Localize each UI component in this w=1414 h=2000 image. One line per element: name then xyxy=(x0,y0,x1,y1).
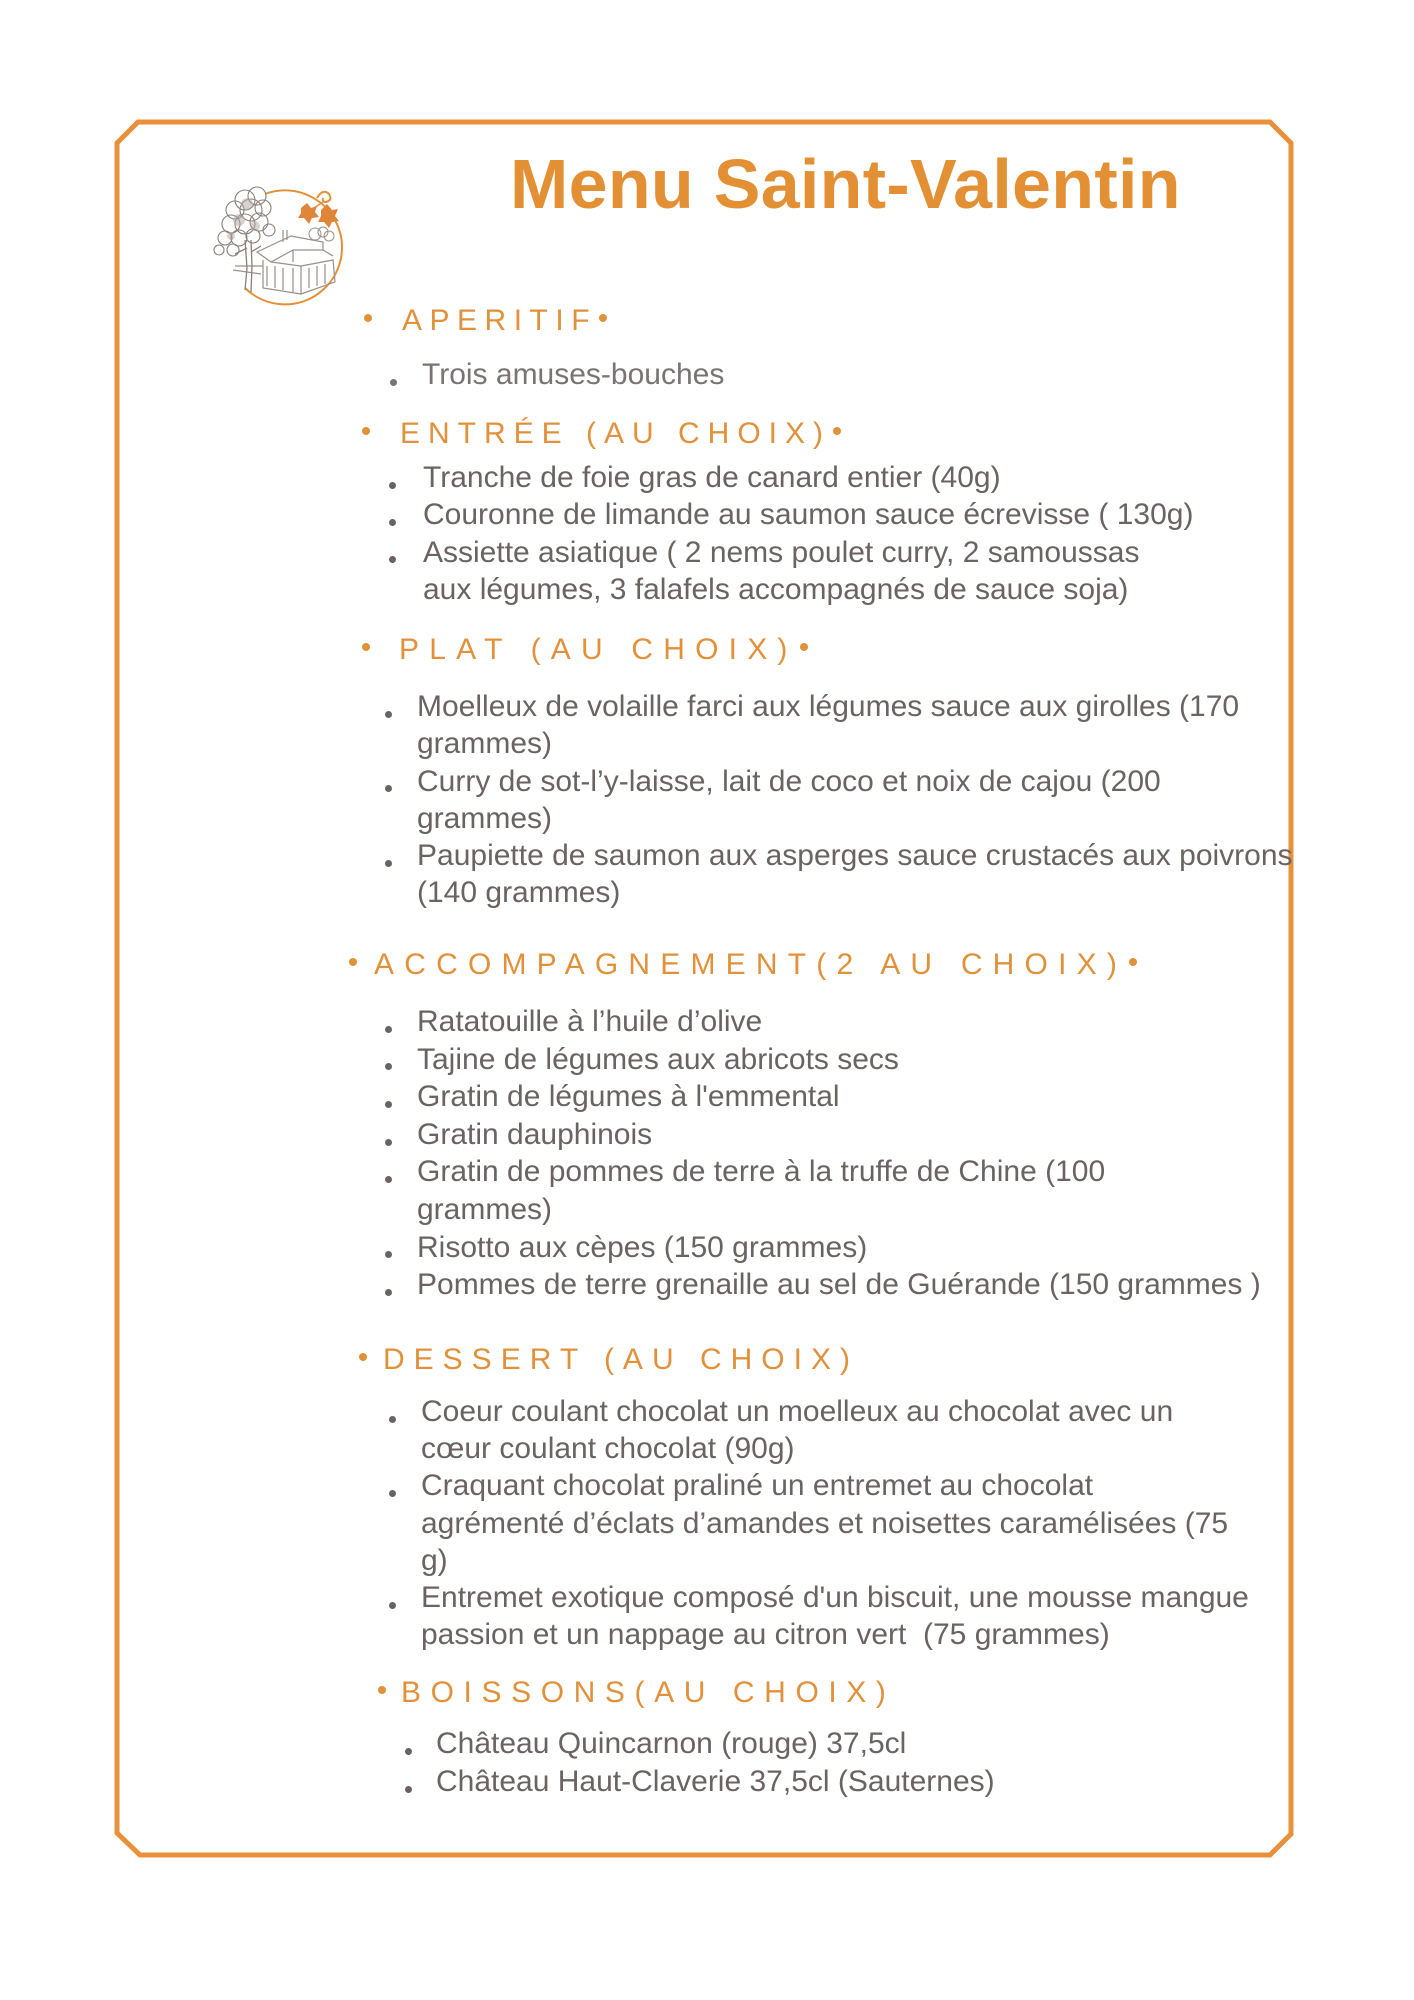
bullet-icon xyxy=(405,1748,412,1755)
bullet-icon xyxy=(362,643,370,651)
menu-item xyxy=(421,1467,1249,1579)
bullet-icon xyxy=(385,1139,392,1146)
section-title: BOISSONS(AU CHOIX) xyxy=(401,1676,896,1709)
menu-item-line: g) xyxy=(421,1543,448,1577)
menu-item-line: Château Quincarnon (rouge) 37,5cl xyxy=(436,1727,907,1760)
menu-item-line: Paupiette de saumon aux asperges sauce crustacés aux poivrons xyxy=(417,839,1293,873)
menu-item-line: Trois amuses-bouches xyxy=(422,358,725,391)
menu-item xyxy=(417,688,1293,763)
section-items-aperitif xyxy=(422,356,724,393)
bullet-icon xyxy=(385,1026,392,1033)
menu-item-line: Risotto aux cèpes (150 grammes) xyxy=(417,1230,868,1264)
menu-item xyxy=(417,1153,1261,1228)
bullet-icon xyxy=(385,1289,392,1296)
menu-item xyxy=(417,1116,1261,1154)
menu-item xyxy=(423,534,1193,609)
bullet-icon xyxy=(362,427,370,435)
section-heading-boissons xyxy=(378,1678,896,1708)
menu-item-line: Entremet exotique composé d'un biscuit, une mousse mangue xyxy=(421,1581,1249,1615)
section-items-plat xyxy=(417,688,1293,912)
menu-item-line: grammes) xyxy=(417,1192,553,1226)
bullet-icon xyxy=(385,1101,392,1108)
menu-item xyxy=(417,1266,1261,1304)
bullet-icon xyxy=(389,1602,396,1609)
house-tree-vine-logo-icon xyxy=(205,170,365,310)
menu-item-line: Pommes de terre grenaille au sel de Guérande (150 grammes ) xyxy=(417,1268,1261,1302)
section-items-boissons xyxy=(436,1725,995,1801)
bullet-icon xyxy=(389,482,396,489)
menu-item xyxy=(417,1078,1261,1116)
section-title: ENTRÉE (AU CHOIX) xyxy=(400,417,832,450)
bullet-icon xyxy=(385,711,392,718)
menu-item-line: Tajine de légumes aux abricots secs xyxy=(417,1042,899,1076)
bullet-icon xyxy=(1129,958,1137,966)
bullet-icon xyxy=(359,1353,367,1361)
menu-item-line: grammes) xyxy=(417,727,553,761)
menu-item xyxy=(421,1393,1249,1467)
section-heading-entree xyxy=(362,419,841,449)
menu-item-line: cœur coulant chocolat (90g) xyxy=(421,1432,795,1466)
section-title: ACCOMPAGNEMENT(2 AU CHOIX) xyxy=(374,948,1128,981)
menu-item-line: Curry de sot-l’y-laisse, lait de coco et noix de cajou (200 xyxy=(417,764,1161,798)
menu-item xyxy=(423,459,1193,496)
menu-item-line: Gratin de pommes de terre à la truffe de Chine (100 xyxy=(417,1155,1106,1189)
section-heading-dessert xyxy=(359,1345,859,1375)
menu-item xyxy=(417,1003,1261,1041)
menu-item-line: Coeur coulant chocolat un moelleux au chocolat avec un xyxy=(421,1395,1174,1428)
menu-item-line: Tranche de foie gras de canard entier (40g) xyxy=(423,461,1001,494)
bullet-icon xyxy=(389,1490,396,1497)
menu-item-line: Ratatouille à l’huile d’olive xyxy=(417,1005,763,1038)
menu-item-line: passion et un nappage au citron vert (75 grammes) xyxy=(421,1618,1110,1652)
menu-item-line: Assiette asiatique ( 2 nems poulet curry, 2 samoussas xyxy=(423,535,1140,569)
bullet-icon xyxy=(364,314,372,322)
menu-item xyxy=(417,837,1293,912)
menu-item xyxy=(436,1725,995,1763)
menu-item xyxy=(417,1229,1261,1267)
bullet-icon xyxy=(390,379,397,386)
menu-item-line: aux légumes, 3 falafels accompagnés de sauce soja) xyxy=(423,572,1129,606)
menu-item xyxy=(417,763,1293,838)
menu-item-line: (140 grammes) xyxy=(417,876,621,910)
bullet-icon xyxy=(599,314,607,322)
section-heading-aperitif xyxy=(364,306,607,336)
menu-item xyxy=(421,1579,1249,1653)
menu-item-line: Couronne de limande au saumon sauce écrevisse ( 130g) xyxy=(423,498,1194,532)
bullet-icon xyxy=(800,643,808,651)
bullet-icon xyxy=(378,1686,386,1694)
section-heading-accompagnement xyxy=(349,950,1137,980)
menu-item-line: Gratin dauphinois xyxy=(417,1117,653,1151)
menu-item-line: grammes) xyxy=(417,801,553,835)
bullet-icon xyxy=(389,1416,396,1423)
section-title: PLAT (AU CHOIX) xyxy=(399,633,798,666)
menu-item-line: Moelleux de volaille farci aux légumes sauce aux girolles (170 xyxy=(417,690,1240,723)
menu-item-line: Craquant chocolat praliné un entremet au chocolat xyxy=(421,1469,1094,1503)
bullet-icon xyxy=(385,860,392,867)
section-title: APERITIF xyxy=(402,304,598,337)
section-items-accompagnement xyxy=(417,1003,1261,1304)
bullet-icon xyxy=(405,1786,412,1793)
menu-item xyxy=(436,1763,995,1801)
menu-item xyxy=(423,496,1193,533)
bullet-icon xyxy=(349,958,357,966)
section-heading-plat xyxy=(362,635,808,665)
menu-item-line: agrémenté d’éclats d’amandes et noisettes caramélisées (75 xyxy=(421,1506,1229,1540)
menu-item-line: Gratin de légumes à l'emmental xyxy=(417,1080,840,1114)
menu-item xyxy=(417,1041,1261,1079)
bullet-icon xyxy=(389,519,396,526)
section-title: DESSERT (AU CHOIX) xyxy=(383,1343,859,1376)
bullet-icon xyxy=(833,427,841,435)
menu-item xyxy=(422,356,724,393)
menu-item-line: Château Haut-Claverie 37,5cl (Sauternes) xyxy=(436,1765,995,1798)
page-title: Menu Saint-Valentin xyxy=(510,145,1181,223)
section-items-dessert xyxy=(421,1393,1249,1653)
section-items-entree xyxy=(423,459,1193,608)
